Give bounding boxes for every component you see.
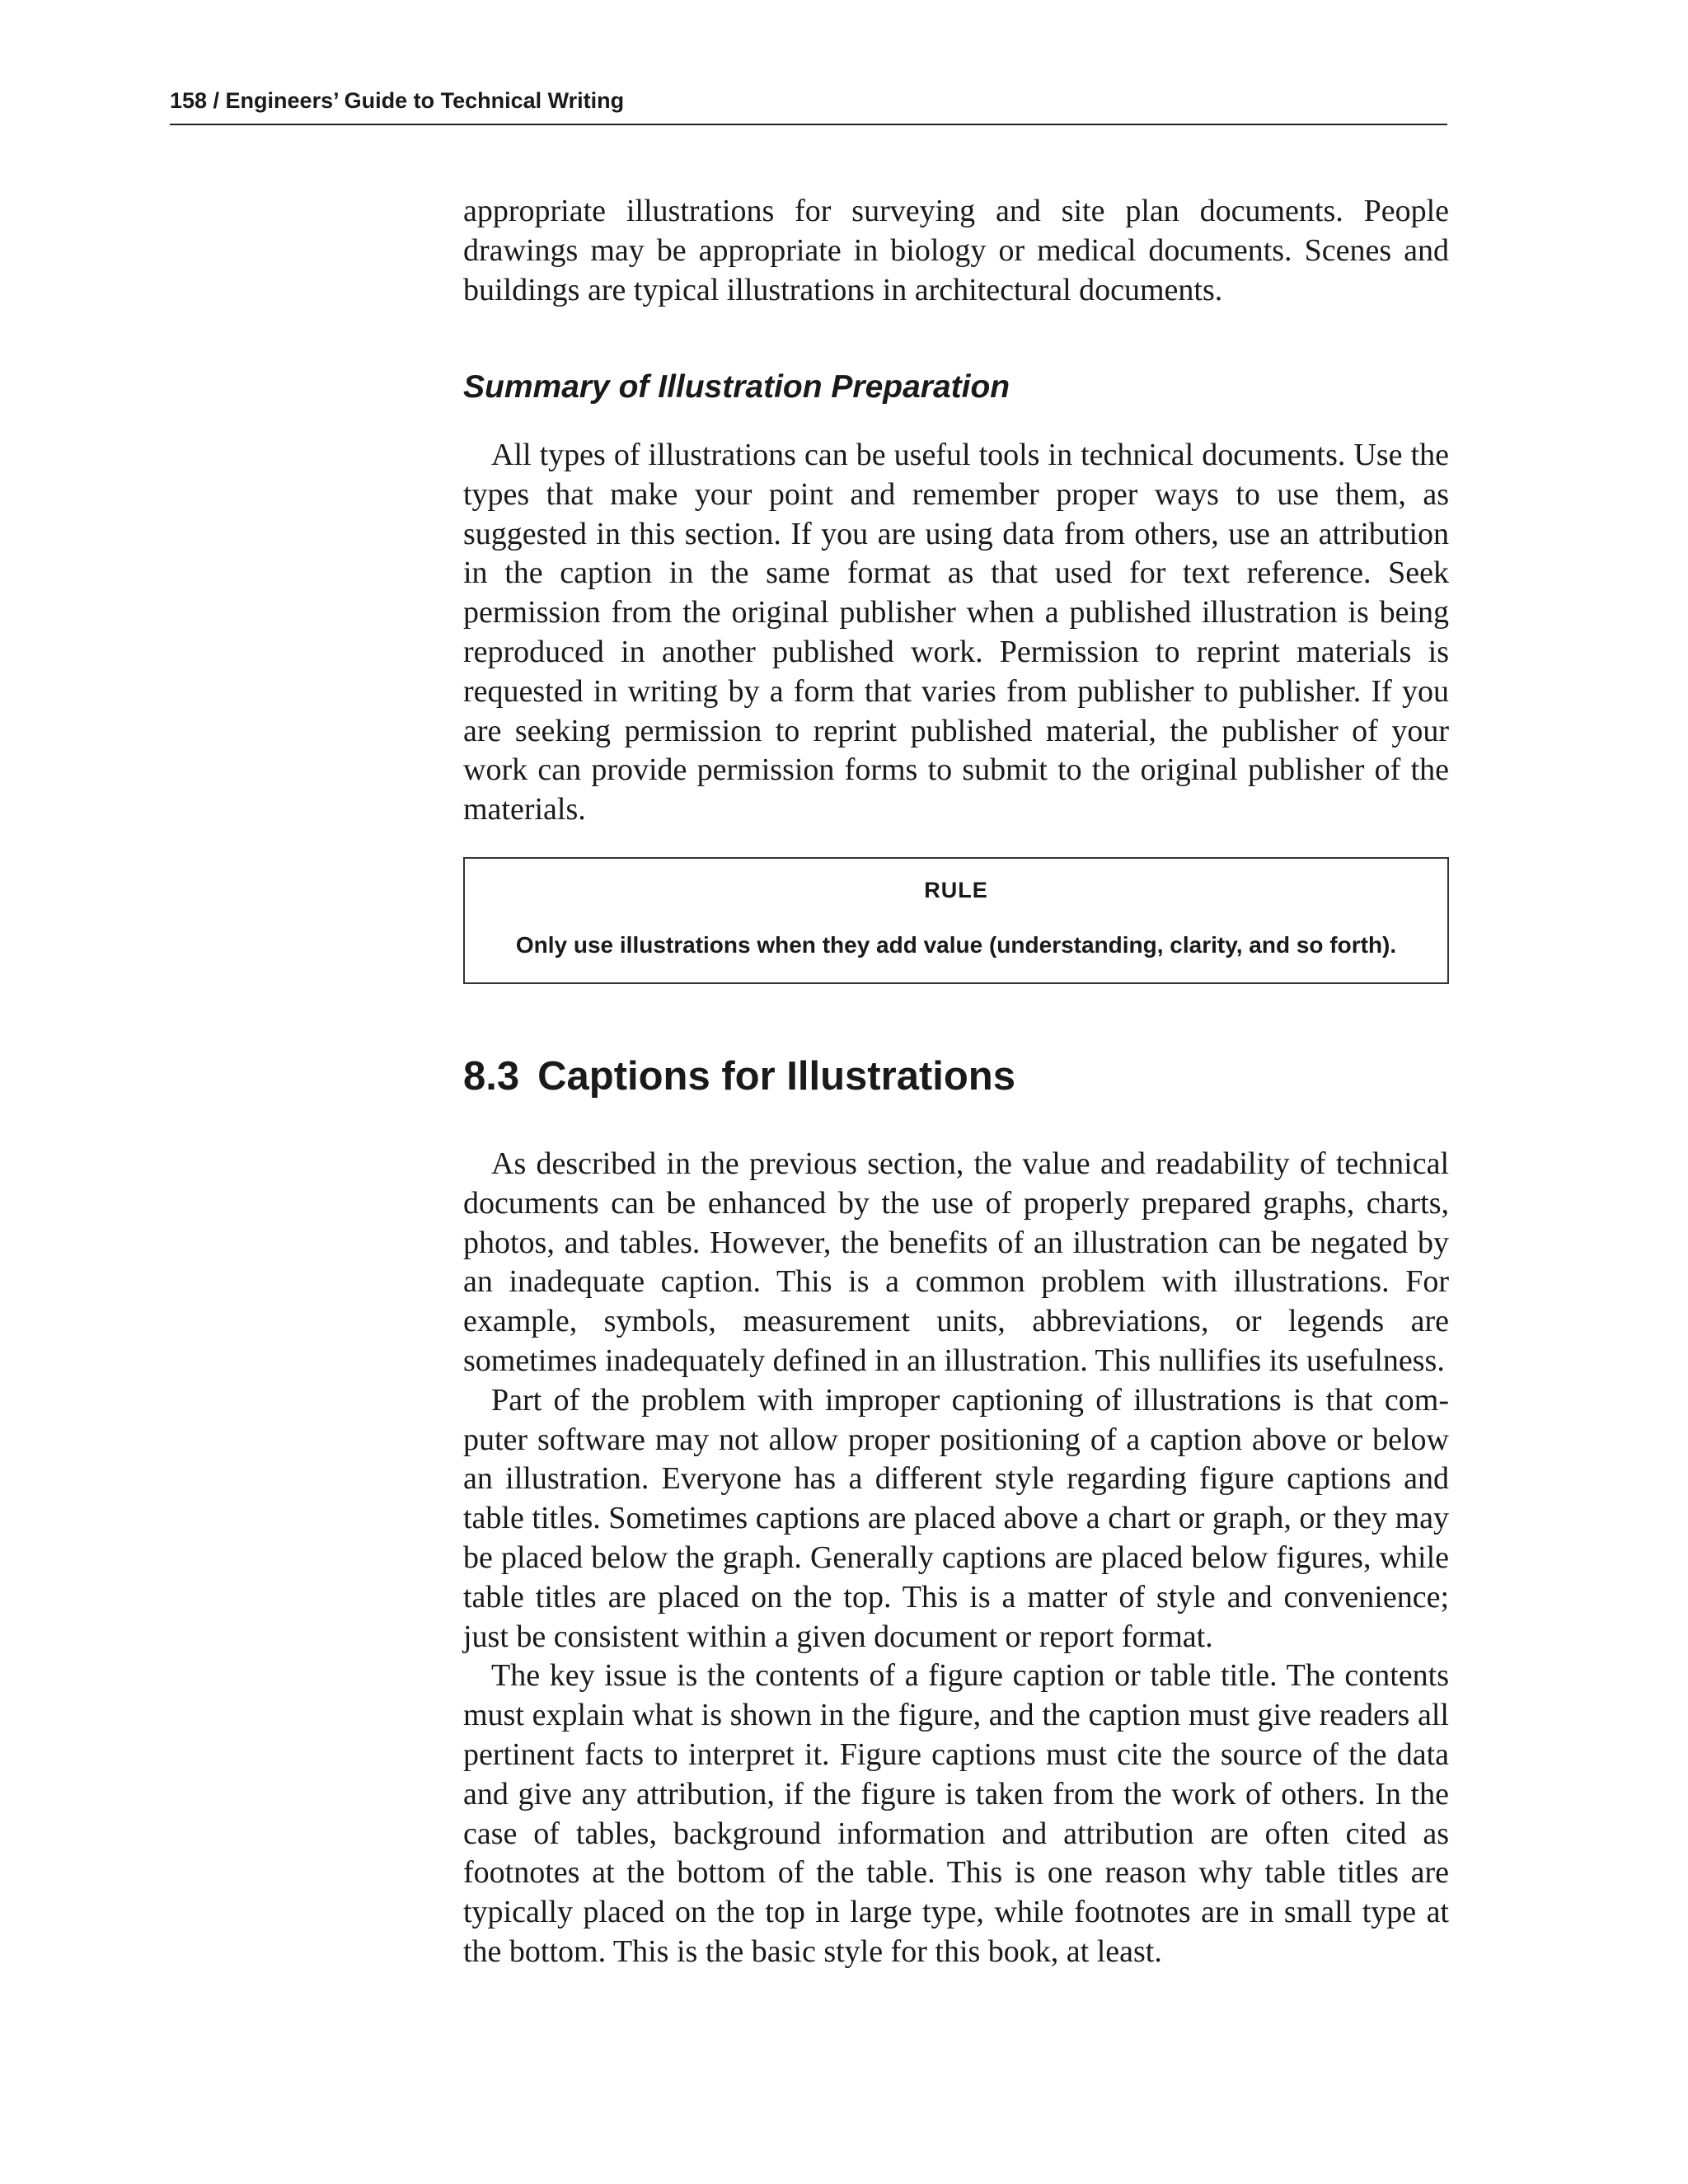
intro-paragraph: appropriate illustrations for surveying and site plan documents. People drawings may be appropriate in biology or medical documents. Scenes and buildings are typical illustrations in architectural documents. [463,194,1449,307]
summary-block [463,436,1449,830]
summary-heading: Summary of Illustration Preparation [463,369,1010,405]
intro-block [463,192,1449,310]
summary-paragraph: All types of illustrations can be useful tools in technical documents. Use the types that make your point and remember proper ways to use them, as suggested in this section. If you are using data from others, use an attribution in the caption in the same format as that used for text reference. Seek permission from the original publisher when a published illustration is being reproduced in another published work. Permission to reprint materials is requested in writing by a form that varies from publisher to publisher. If you are seeking permission to reprint published material, the publisher of your work can provide permission forms to submit to the original publisher of the materials. [463,438,1449,827]
body-paragraph: Part of the problem with improper captioning of illustrations is that computer software may not allow proper positioning of a caption above or below an illustration. Everyone has a different style regarding figure captions and table titles. Sometimes captions are placed above a chart or graph, or they may be placed below the graph. Generally captions are placed below figures, while table titles are placed on the top. This is a matter of style and convenience; just be consistent within a given document or report format. [463,1382,1449,1654]
body-paragraph: As described in the previous section, the value and readability of technical documents can be enhanced by the use of properly prepared graphs, charts, photos, and tables. However, the benefits of an illustration can be negated by an inadequate caption. This is a common problem with illustrations. For example, symbols, measurement units, abbreviations, or legends are sometimes inadequately defined in an illustration. This nullifies its usefulness. [463,1146,1449,1378]
section-body [463,1145,1449,1972]
rule-title: RULE [924,878,988,902]
body-paragraph: The key issue is the contents of a figure caption or table title. The contents must explain what is shown in the figure, and the caption must give readers all pertinent facts to interpret it. Figure captions must cite the source of the data and give any attribution, if the figure is taken from the work of others. In the case of tables, background information and attribution are often cited as footnotes at the bottom of the table. This is one reason why table titles are typically placed on the top in large type, while footnotes are in small type at the bottom. This is the basic style for this book, at least. [463,1658,1449,1969]
section-heading [463,1051,1449,1102]
rule-text: Only use illustrations when they add value (understanding, clarity, and so forth). [515,932,1397,958]
rule-box [463,857,1449,984]
section-title: Captions for Illustrations [537,1054,1015,1099]
running-head: 158 / Engineers’ Guide to Technical Writing [170,82,1447,125]
section-number: 8.3 [463,1054,520,1099]
